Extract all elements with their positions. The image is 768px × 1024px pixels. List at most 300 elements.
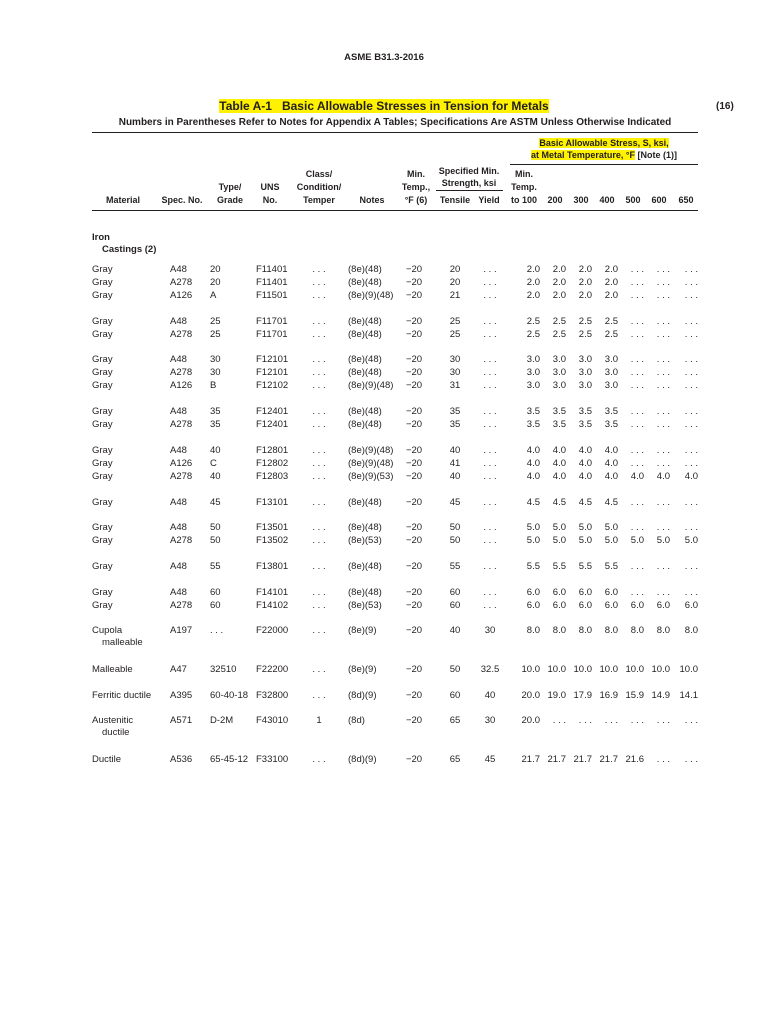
cell-temp-650: 4.0 <box>684 471 698 482</box>
cell-type-grade: 50 <box>210 535 221 546</box>
cell-material: Gray <box>92 535 113 546</box>
cell-uns-no: F22200 <box>256 664 289 675</box>
cell-temp-200: 2.0 <box>552 290 566 301</box>
cell-min-temp-100: 5.0 <box>526 522 540 533</box>
cell-min-temp: −20 <box>405 690 423 701</box>
cell-temp-200: 8.0 <box>552 625 566 636</box>
cell-temp-400: 4.5 <box>604 497 618 508</box>
stress-group-rule <box>510 164 698 165</box>
cell-material: Gray <box>92 264 113 275</box>
cell-temp-650: 6.0 <box>684 600 698 611</box>
cell-temp-400: 5.0 <box>604 535 618 546</box>
cell-temp-400: 2.0 <box>604 290 618 301</box>
cell-min-temp: −20 <box>405 445 423 456</box>
cell-tensile: 35 <box>449 406 461 417</box>
cell-min-temp: −20 <box>405 354 423 365</box>
cell-temp-400: 4.0 <box>604 445 618 456</box>
cell-type-grade: D-2M <box>210 715 234 726</box>
cell-temp-600: . . . <box>656 264 670 275</box>
table-subtitle: Numbers in Parentheses Refer to Notes for Appendix A Tables; Specifications Are ASTM Unless Otherwise Indicated <box>118 117 672 128</box>
cell-spec-no: A278 <box>170 277 193 288</box>
cell-temp-650: . . . <box>684 497 698 508</box>
cell-temp-650: . . . <box>684 458 698 469</box>
cell-temp-300: 3.5 <box>578 406 592 417</box>
cell-temp-500: . . . <box>630 290 644 301</box>
cell-class: . . . <box>312 380 326 391</box>
strength-group-rule <box>436 190 503 191</box>
cell-uns-no: F13801 <box>256 561 289 572</box>
cell-uns-no: F12102 <box>256 380 289 391</box>
cell-temp-300: 2.0 <box>578 264 592 275</box>
cell-temp-200: 4.0 <box>552 471 566 482</box>
cell-min-temp-100: 3.5 <box>526 419 540 430</box>
cell-material: Gray <box>92 329 113 340</box>
cell-min-temp-100: 6.0 <box>526 587 540 598</box>
cell-material: Gray <box>92 406 113 417</box>
cell-temp-600: . . . <box>656 367 670 378</box>
cell-min-temp-100: 4.0 <box>526 458 540 469</box>
cell-class: . . . <box>312 587 326 598</box>
cell-tensile: 21 <box>449 290 461 301</box>
cell-tensile: 60 <box>449 690 461 701</box>
cell-yield: . . . <box>483 264 497 275</box>
cell-temp-650: . . . <box>684 522 698 533</box>
cell-material: Gray <box>92 354 113 365</box>
cell-uns-no: F13501 <box>256 522 289 533</box>
cell-notes: (8d)(9) <box>348 754 377 765</box>
cell-min-temp: −20 <box>405 380 423 391</box>
cell-tensile: 20 <box>449 264 461 275</box>
cell-temp-600: . . . <box>656 406 670 417</box>
cell-yield: . . . <box>483 522 497 533</box>
cell-temp-400: 3.5 <box>604 406 618 417</box>
cell-notes: (8e)(9)(48) <box>348 458 394 469</box>
cell-yield: . . . <box>483 290 497 301</box>
cell-type-grade: 60 <box>210 600 221 611</box>
cell-class: . . . <box>312 458 326 469</box>
cell-notes: (8e)(9)(48) <box>348 445 394 456</box>
cell-min-temp: −20 <box>405 497 423 508</box>
cell-material: Malleable <box>92 664 133 675</box>
cell-type-grade: 40 <box>210 471 221 482</box>
cell-min-temp-100: 2.0 <box>526 290 540 301</box>
cell-temp-500: . . . <box>630 715 644 726</box>
cell-tensile: 20 <box>449 277 461 288</box>
cell-min-temp-100: 10.0 <box>521 664 540 675</box>
cell-temp-300: 3.0 <box>578 354 592 365</box>
cell-temp-500: 10.0 <box>625 664 644 675</box>
cell-temp-300: 3.0 <box>578 367 592 378</box>
cell-spec-no: A571 <box>170 715 193 726</box>
table-title <box>0 99 768 113</box>
col-temp-300: 300 <box>573 195 589 205</box>
cell-yield: . . . <box>483 419 497 430</box>
cell-temp-500: . . . <box>630 354 644 365</box>
cell-uns-no: F33100 <box>256 754 289 765</box>
cell-type-grade: 45 <box>210 497 221 508</box>
cell-material: Gray <box>92 445 113 456</box>
cell-min-temp-100: 6.0 <box>526 600 540 611</box>
cell-temp-600: . . . <box>656 715 670 726</box>
cell-temp-600: 4.0 <box>656 471 670 482</box>
cell-notes: (8e)(9)(48) <box>348 290 394 301</box>
cell-temp-400: 3.5 <box>604 419 618 430</box>
cell-temp-650: . . . <box>684 367 698 378</box>
cell-material: Gray <box>92 290 113 301</box>
cell-tensile: 35 <box>449 419 461 430</box>
col-min-temp: Min. Temp., °F (6) <box>401 169 431 205</box>
cell-temp-600: . . . <box>656 522 670 533</box>
cell-temp-600: 6.0 <box>656 600 670 611</box>
cell-temp-400: . . . <box>604 715 618 726</box>
cell-type-grade: 25 <box>210 316 221 327</box>
cell-uns-no: F13502 <box>256 535 289 546</box>
cell-uns-no: F12802 <box>256 458 289 469</box>
cell-class: . . . <box>312 754 326 765</box>
cell-type-grade: 50 <box>210 522 221 533</box>
cell-notes: (8e)(48) <box>348 406 382 417</box>
cell-type-grade: A <box>210 290 217 301</box>
cell-temp-300: 21.7 <box>573 754 592 765</box>
cell-notes: (8e)(48) <box>348 587 382 598</box>
cell-uns-no: F22000 <box>256 625 289 636</box>
cell-temp-200: 3.0 <box>552 367 566 378</box>
cell-yield: . . . <box>483 535 497 546</box>
cell-class: 1 <box>316 715 322 726</box>
cell-temp-600: . . . <box>656 754 670 765</box>
cell-class: . . . <box>312 497 326 508</box>
cell-uns-no: F12101 <box>256 367 289 378</box>
cell-yield: . . . <box>483 316 497 327</box>
cell-notes: (8e)(48) <box>348 419 382 430</box>
cell-temp-300: 3.5 <box>578 419 592 430</box>
cell-yield: . . . <box>483 497 497 508</box>
cell-type-grade: 60-40-18 <box>210 690 249 701</box>
col-min-temp-to-100: Min. Temp. to 100 <box>510 169 537 205</box>
cell-tensile: 65 <box>449 754 461 765</box>
cell-type-grade: . . . <box>210 625 224 636</box>
cell-min-temp-100: 3.0 <box>526 354 540 365</box>
cell-uns-no: F14101 <box>256 587 289 598</box>
cell-spec-no: A48 <box>170 587 187 598</box>
cell-yield: 30 <box>484 715 496 726</box>
cell-temp-200: 10.0 <box>547 664 566 675</box>
header-rule <box>92 210 698 211</box>
cell-notes: (8e)(9) <box>348 625 377 636</box>
cell-tensile: 60 <box>449 587 461 598</box>
cell-uns-no: F11701 <box>256 316 288 327</box>
cell-temp-600: . . . <box>656 354 670 365</box>
cell-min-temp: −20 <box>405 600 423 611</box>
cell-type-grade: 20 <box>210 277 221 288</box>
cell-temp-200: 6.0 <box>552 600 566 611</box>
cell-min-temp-100: 3.0 <box>526 380 540 391</box>
cell-temp-600: . . . <box>656 329 670 340</box>
cell-material: Gray <box>92 522 113 533</box>
cell-temp-200: 19.0 <box>547 690 566 701</box>
cell-temp-650: . . . <box>684 277 698 288</box>
cell-class: . . . <box>312 561 326 572</box>
cell-class: . . . <box>312 277 326 288</box>
cell-temp-200: 2.0 <box>552 277 566 288</box>
cell-spec-no: A278 <box>170 535 193 546</box>
cell-min-temp-100: 21.7 <box>521 754 540 765</box>
cell-temp-600: . . . <box>656 419 670 430</box>
cell-class: . . . <box>312 354 326 365</box>
cell-tensile: 65 <box>449 715 461 726</box>
cell-temp-300: 17.9 <box>573 690 592 701</box>
cell-temp-300: 2.5 <box>578 316 592 327</box>
cell-yield: 32.5 <box>480 664 500 675</box>
cell-material: Gray <box>92 380 113 391</box>
cell-uns-no: F12401 <box>256 406 289 417</box>
cell-notes: (8e)(48) <box>348 561 382 572</box>
cell-temp-650: . . . <box>684 406 698 417</box>
cell-uns-no: F11401 <box>256 264 288 275</box>
cell-class: . . . <box>312 690 326 701</box>
cell-spec-no: A278 <box>170 329 193 340</box>
cell-temp-200: 3.5 <box>552 419 566 430</box>
cell-temp-500: . . . <box>630 497 644 508</box>
cell-yield: . . . <box>483 277 497 288</box>
cell-class: . . . <box>312 290 326 301</box>
cell-tensile: 40 <box>449 445 461 456</box>
cell-type-grade: 32510 <box>210 664 237 675</box>
cell-class: . . . <box>312 522 326 533</box>
cell-temp-500: . . . <box>630 522 644 533</box>
cell-temp-600: . . . <box>656 497 670 508</box>
cell-temp-300: 4.0 <box>578 445 592 456</box>
cell-spec-no: A126 <box>170 290 193 301</box>
cell-spec-no: A48 <box>170 354 187 365</box>
cell-min-temp: −20 <box>405 715 423 726</box>
cell-uns-no: F13101 <box>256 497 289 508</box>
cell-yield: . . . <box>483 329 497 340</box>
cell-uns-no: F12803 <box>256 471 289 482</box>
table-number: Table A-1 <box>219 99 272 113</box>
cell-tensile: 55 <box>449 561 461 572</box>
cell-min-temp: −20 <box>405 277 423 288</box>
col-temp-650: 650 <box>678 195 694 205</box>
cell-min-temp: −20 <box>405 535 423 546</box>
cell-min-temp: −20 <box>405 561 423 572</box>
cell-temp-650: 10.0 <box>679 664 698 675</box>
cell-min-temp-100: 5.5 <box>526 561 540 572</box>
cell-temp-300: 8.0 <box>578 625 592 636</box>
cell-tensile: 30 <box>449 354 461 365</box>
col-spec-no: Spec. No. <box>161 195 203 205</box>
cell-temp-400: 16.9 <box>599 690 618 701</box>
cell-material: Gray <box>92 458 113 469</box>
cell-temp-650: . . . <box>684 587 698 598</box>
cell-min-temp-100: 8.0 <box>526 625 540 636</box>
cell-spec-no: A48 <box>170 561 187 572</box>
cell-tensile: 41 <box>449 458 461 469</box>
cell-spec-no: A395 <box>170 690 193 701</box>
cell-notes: (8e)(48) <box>348 367 382 378</box>
cell-min-temp: −20 <box>405 664 423 675</box>
cell-spec-no: A278 <box>170 419 193 430</box>
col-class: Class/ Condition/ Temper <box>296 169 342 205</box>
cell-temp-500: 8.0 <box>630 625 644 636</box>
cell-temp-500: 5.0 <box>630 535 644 546</box>
cell-temp-650: . . . <box>684 380 698 391</box>
cell-tensile: 60 <box>449 600 461 611</box>
cell-class: . . . <box>312 406 326 417</box>
strength-group-header: Specified Min. Strength, ksi <box>438 166 500 188</box>
col-temp-400: 400 <box>599 195 615 205</box>
cell-min-temp-100: 3.0 <box>526 367 540 378</box>
cell-class: . . . <box>312 264 326 275</box>
cell-yield: . . . <box>483 367 497 378</box>
cell-uns-no: F11501 <box>256 290 288 301</box>
cell-temp-300: 4.0 <box>578 458 592 469</box>
cell-yield: 40 <box>484 690 496 701</box>
cell-spec-no: A126 <box>170 380 193 391</box>
cell-temp-400: 6.0 <box>604 600 618 611</box>
cell-min-temp-100: 20.0 <box>521 690 540 701</box>
cell-min-temp: −20 <box>405 522 423 533</box>
cell-tensile: 25 <box>449 316 461 327</box>
cell-notes: (8e)(9)(53) <box>348 471 394 482</box>
cell-notes: (8e)(9) <box>348 664 377 675</box>
cell-temp-500: 15.9 <box>625 690 644 701</box>
cell-temp-300: 2.0 <box>578 290 592 301</box>
cell-tensile: 25 <box>449 329 461 340</box>
cell-temp-300: . . . <box>578 715 592 726</box>
cell-spec-no: A48 <box>170 445 187 456</box>
cell-temp-300: 5.5 <box>578 561 592 572</box>
cell-yield: . . . <box>483 354 497 365</box>
cell-min-temp-100: 2.0 <box>526 277 540 288</box>
cell-temp-650: . . . <box>684 329 698 340</box>
cell-temp-200: 21.7 <box>547 754 566 765</box>
cell-temp-600: 10.0 <box>651 664 670 675</box>
cell-uns-no: F43010 <box>256 715 289 726</box>
cell-min-temp-100: 2.5 <box>526 316 540 327</box>
cell-temp-400: 2.0 <box>604 277 618 288</box>
cell-tensile: 45 <box>449 497 461 508</box>
cell-temp-400: 5.5 <box>604 561 618 572</box>
cell-class: . . . <box>312 316 326 327</box>
cell-temp-200: 6.0 <box>552 587 566 598</box>
cell-min-temp-100: 4.0 <box>526 445 540 456</box>
cell-tensile: 40 <box>449 471 461 482</box>
cell-type-grade: 30 <box>210 354 221 365</box>
cell-yield: . . . <box>483 445 497 456</box>
cell-material: Gray <box>92 277 113 288</box>
cell-notes: (8e)(48) <box>348 329 382 340</box>
cell-type-grade: 25 <box>210 329 221 340</box>
cell-tensile: 50 <box>449 664 461 675</box>
cell-type-grade: B <box>210 380 217 391</box>
cell-temp-300: 4.0 <box>578 471 592 482</box>
cell-spec-no: A536 <box>170 754 193 765</box>
col-tensile: Tensile <box>439 195 471 205</box>
cell-temp-600: . . . <box>656 380 670 391</box>
edition-marker: (16) <box>716 101 734 112</box>
cell-notes: (8e)(48) <box>348 277 382 288</box>
cell-uns-no: F12101 <box>256 354 289 365</box>
cell-spec-no: A48 <box>170 406 187 417</box>
cell-temp-300: 2.5 <box>578 329 592 340</box>
cell-spec-no: A126 <box>170 458 193 469</box>
cell-min-temp: −20 <box>405 329 423 340</box>
cell-temp-650: . . . <box>684 316 698 327</box>
cell-type-grade: 35 <box>210 419 221 430</box>
cell-temp-300: 6.0 <box>578 600 592 611</box>
cell-yield: . . . <box>483 406 497 417</box>
cell-temp-400: 3.0 <box>604 354 618 365</box>
col-notes: Notes <box>359 195 385 205</box>
cell-yield: 30 <box>484 625 496 636</box>
stress-group-header: Basic Allowable Stress, S, ksi, at Metal Temperature, °F [Note (1)] <box>531 138 677 160</box>
cell-spec-no: A197 <box>170 625 193 636</box>
cell-class: . . . <box>312 367 326 378</box>
cell-temp-200: 4.5 <box>552 497 566 508</box>
cell-temp-650: 14.1 <box>679 690 698 701</box>
cell-yield: . . . <box>483 380 497 391</box>
cell-temp-200: 5.0 <box>552 535 566 546</box>
cell-spec-no: A48 <box>170 264 187 275</box>
cell-min-temp: −20 <box>405 406 423 417</box>
cell-temp-650: . . . <box>684 290 698 301</box>
cell-spec-no: A278 <box>170 367 193 378</box>
cell-min-temp: −20 <box>405 316 423 327</box>
cell-temp-650: . . . <box>684 264 698 275</box>
cell-temp-600: . . . <box>656 587 670 598</box>
cell-temp-600: . . . <box>656 316 670 327</box>
cell-spec-no: A47 <box>170 664 187 675</box>
cell-notes: (8e)(48) <box>348 522 382 533</box>
cell-uns-no: F11701 <box>256 329 288 340</box>
cell-temp-500: . . . <box>630 277 644 288</box>
cell-temp-200: 4.0 <box>552 458 566 469</box>
cell-yield: . . . <box>483 587 497 598</box>
cell-uns-no: F32800 <box>256 690 289 701</box>
cell-temp-400: 3.0 <box>604 380 618 391</box>
cell-type-grade: C <box>210 458 217 469</box>
cell-temp-650: 5.0 <box>684 535 698 546</box>
cell-temp-500: . . . <box>630 367 644 378</box>
cell-notes: (8d)(9) <box>348 690 377 701</box>
cell-temp-200: 5.0 <box>552 522 566 533</box>
cell-spec-no: A48 <box>170 316 187 327</box>
cell-min-temp-100: 5.0 <box>526 535 540 546</box>
cell-temp-200: 2.5 <box>552 329 566 340</box>
cell-temp-500: . . . <box>630 419 644 430</box>
cell-min-temp: −20 <box>405 471 423 482</box>
cell-temp-200: 4.0 <box>552 445 566 456</box>
cell-type-grade: 30 <box>210 367 221 378</box>
cell-notes: (8e)(48) <box>348 264 382 275</box>
cell-temp-500: 21.6 <box>625 754 644 765</box>
cell-temp-600: . . . <box>656 445 670 456</box>
cell-material: Austenitic ductile <box>92 715 134 738</box>
cell-min-temp: −20 <box>405 264 423 275</box>
cell-min-temp: −20 <box>405 419 423 430</box>
cell-temp-200: 5.5 <box>552 561 566 572</box>
cell-min-temp: −20 <box>405 587 423 598</box>
cell-class: . . . <box>312 445 326 456</box>
running-head: ASME B31.3-2016 <box>344 52 424 63</box>
cell-yield: . . . <box>483 471 497 482</box>
cell-material: Gray <box>92 561 113 572</box>
cell-min-temp-100: 20.0 <box>521 715 540 726</box>
col-yield: Yield <box>478 195 500 205</box>
cell-min-temp-100: 4.0 <box>526 471 540 482</box>
cell-temp-500: . . . <box>630 316 644 327</box>
